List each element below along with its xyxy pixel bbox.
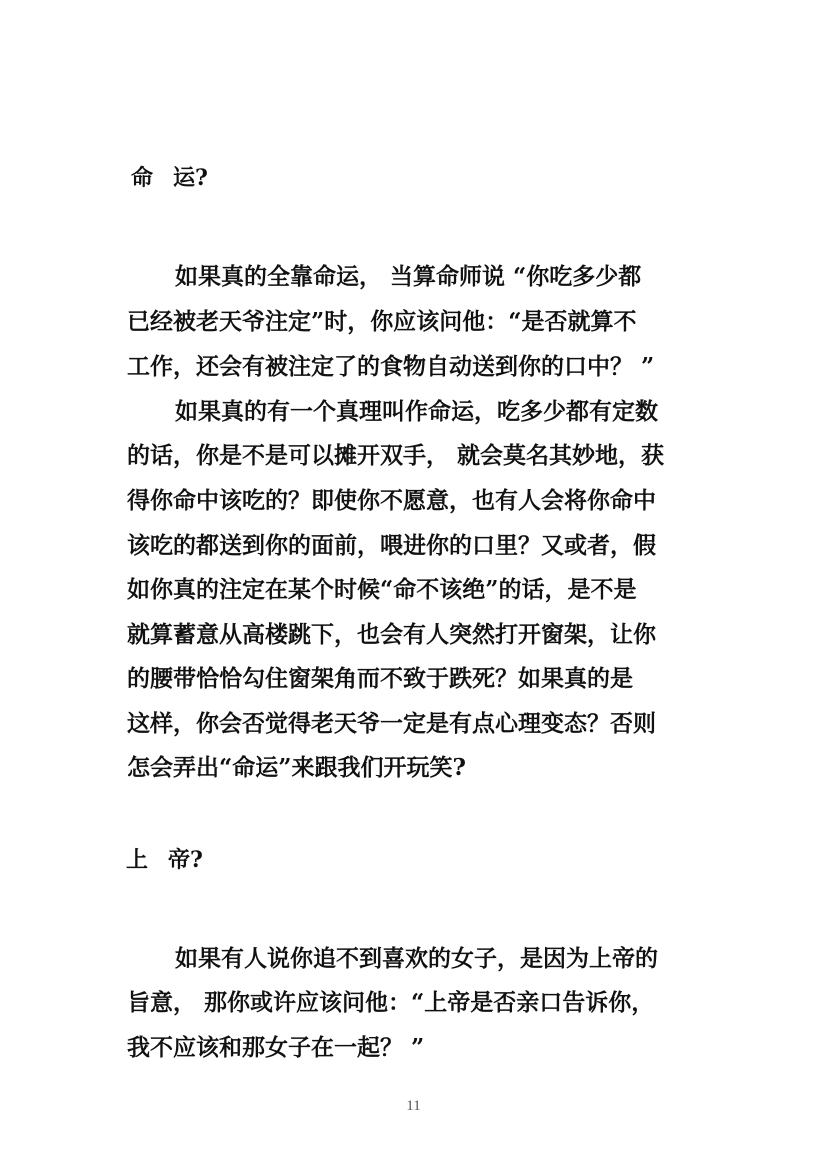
section-heading-god	[126, 845, 203, 875]
heading-char-1: 命	[131, 165, 154, 191]
section-heading-fate	[131, 163, 208, 193]
text-line: 如果真的全靠命运， 当算命师说 “你吃多少都	[175, 263, 642, 290]
text-line: 怎会弄出“命运”来跟我们开玩笑?	[127, 754, 466, 781]
text-line: 我不应该和那女子在一起？ ”	[127, 1034, 425, 1061]
text-line: 这样，你会否觉得老天爷一定是有点心理变态？否则	[127, 710, 656, 737]
text-line: 的腰带恰恰勾住窗架角而不致于跌死？如果真的是	[127, 665, 633, 692]
text-line: 得你命中该吃的？即使你不愿意，也有人会将你命中	[127, 487, 656, 514]
heading-char-1: 上	[126, 847, 149, 873]
text-line: 的话，你是不是可以摊开双手， 就会莫名其妙地，获	[127, 442, 665, 469]
heading-char-2: 帝?	[168, 847, 203, 873]
text-line: 就算蓄意从高楼跳下，也会有人突然打开窗架，让你	[127, 621, 656, 648]
text-line: 如你真的注定在某个时候“命不该绝”的话，是不是	[127, 576, 637, 603]
text-line: 旨意， 那你或许应该问他：“上帝是否亲口告诉你，	[127, 989, 655, 1016]
text-line: 已经被老天爷注定”时，你应该问他：“是否就算不	[127, 308, 637, 335]
text-line: 如果有人说你追不到喜欢的女子，是因为上帝的	[175, 945, 658, 972]
text-line: 该吃的都送到你的面前，喂进你的口里？又或者，假	[127, 532, 656, 559]
text-line: 如果真的有一个真理叫作命运，吃多少都有定数	[175, 398, 658, 425]
page-number: 11	[406, 1098, 421, 1114]
text-line: 工作，还会有被注定了的食物自动送到你的口中？ ”	[127, 353, 655, 380]
heading-char-2: 运?	[173, 165, 208, 191]
